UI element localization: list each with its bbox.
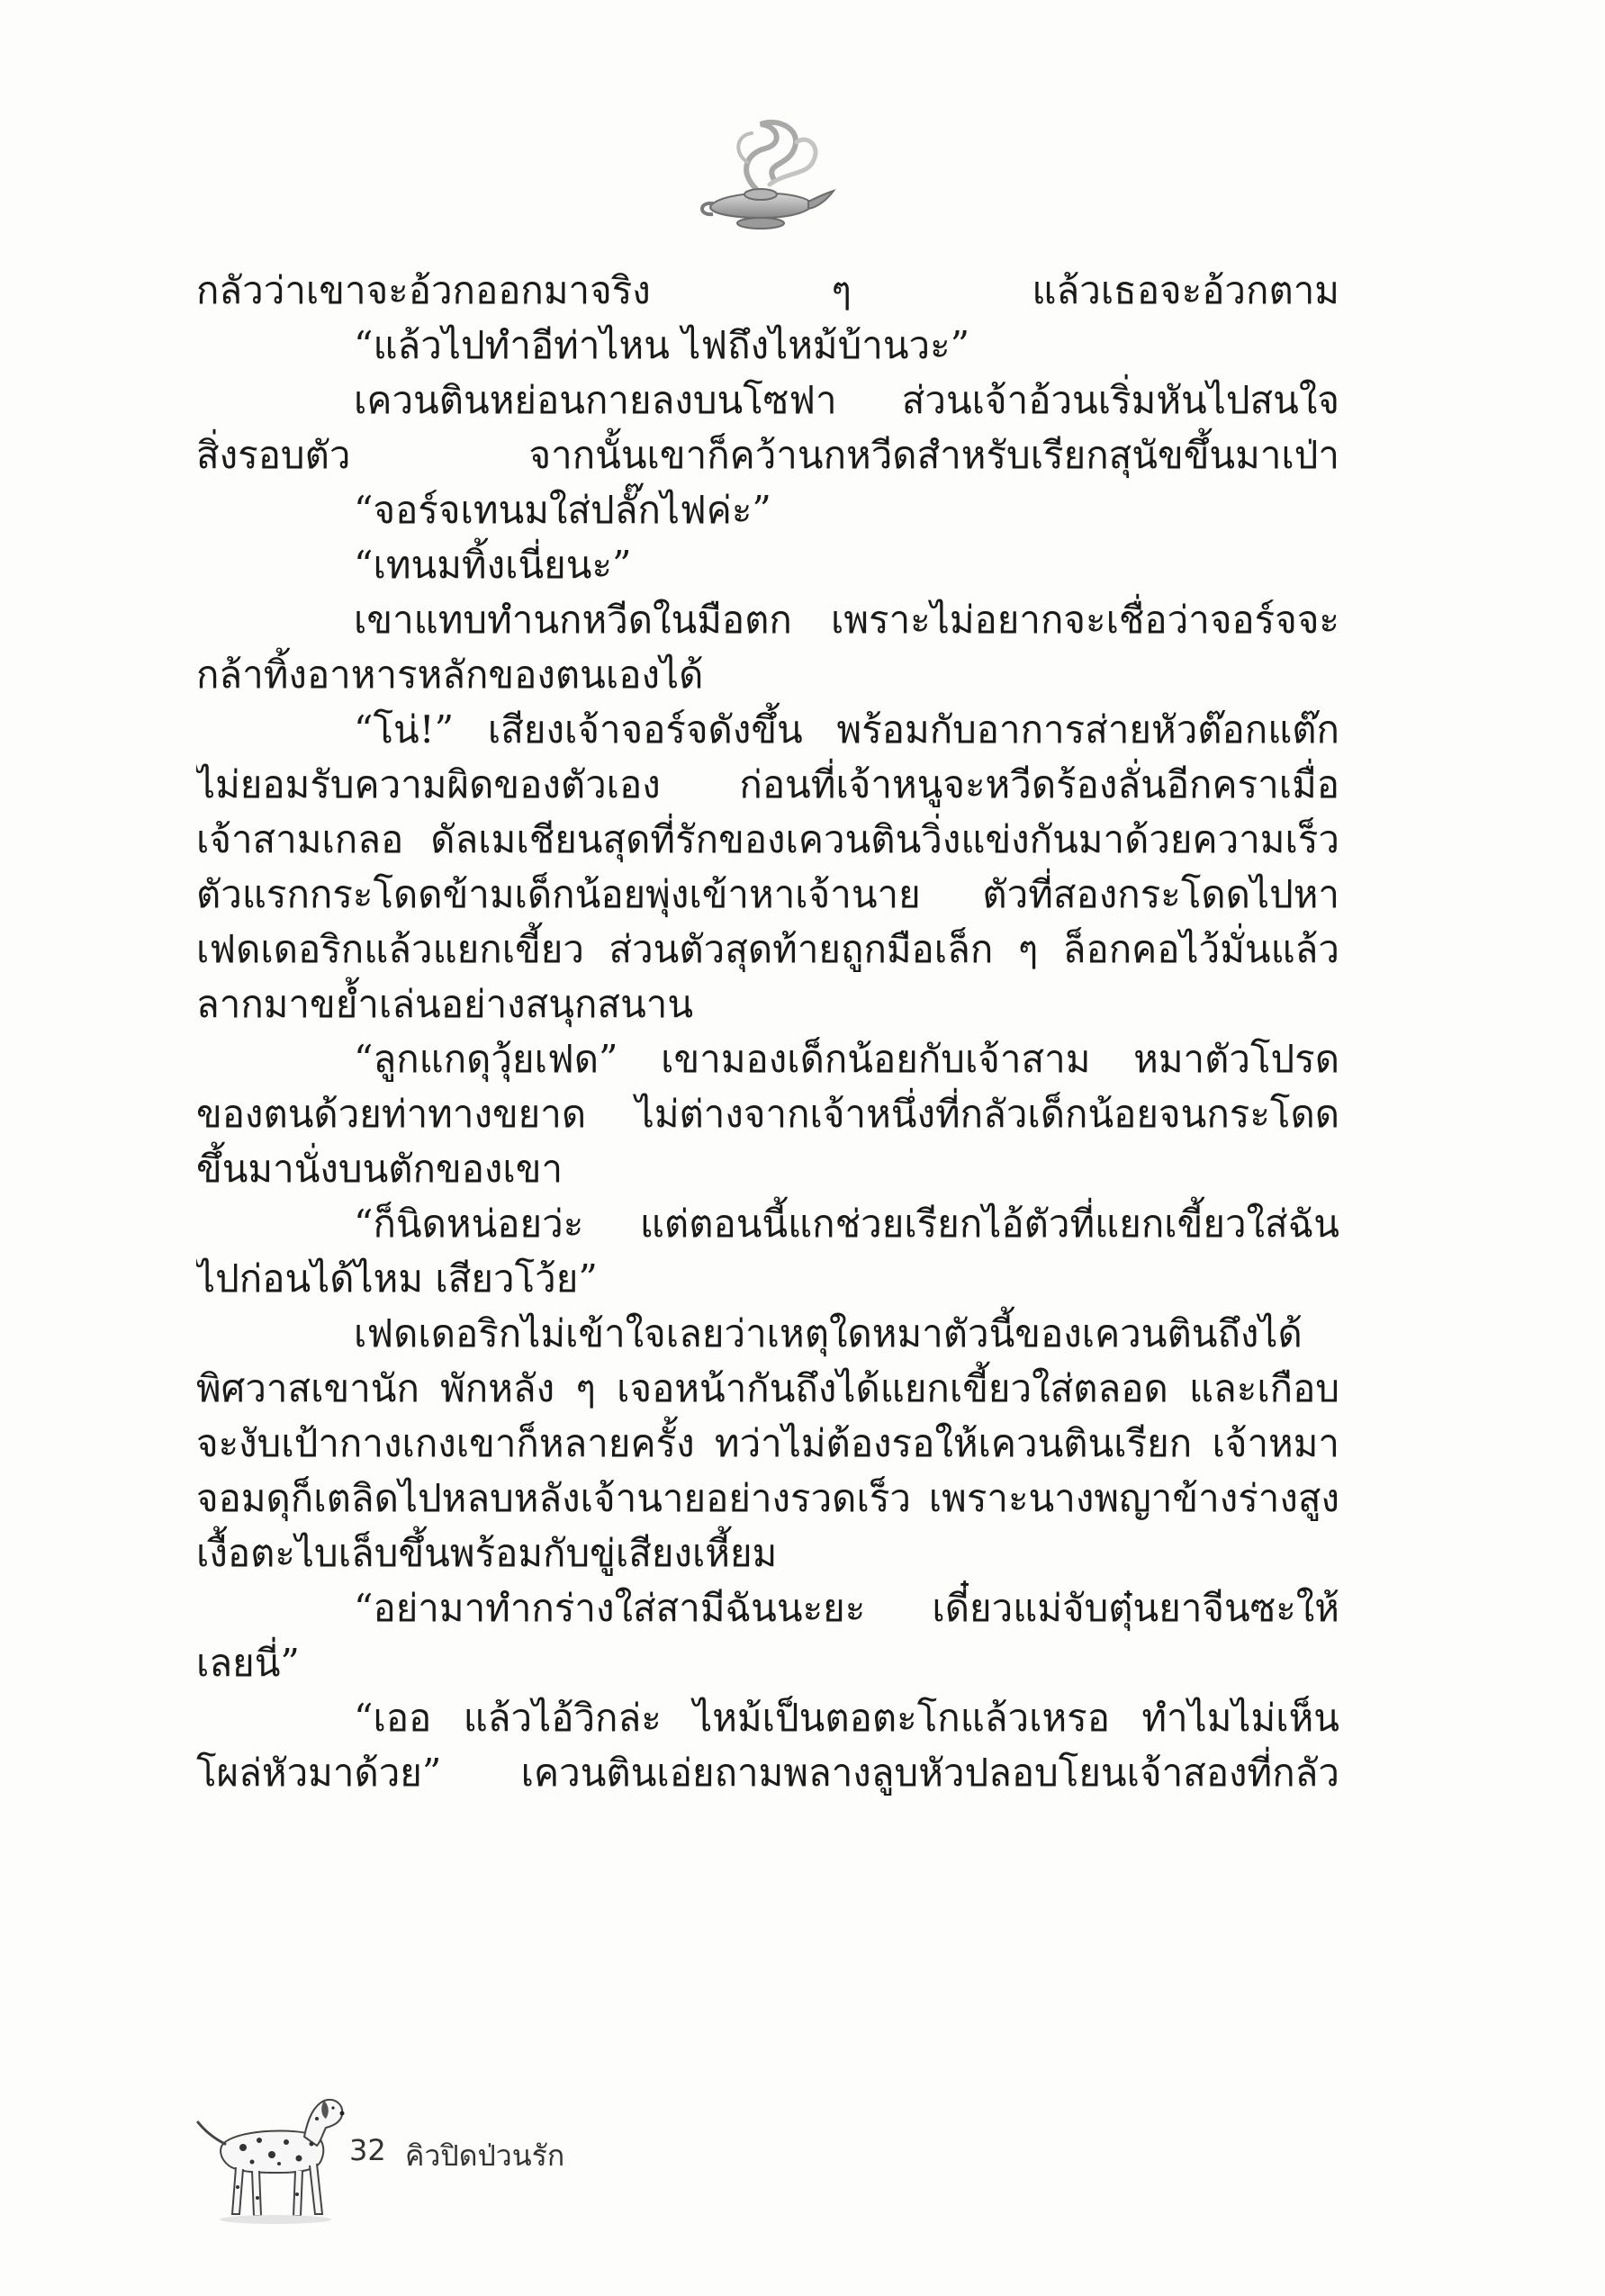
text-line: “จอร์จเทนมใส่ปลั๊กไฟค่ะ” [354, 488, 771, 532]
text-line: ไปก่อนได้ไหม เสียวโว้ย” [196, 1256, 598, 1301]
text-line: “อย่ามาทำกร่างใส่สามีฉันนะยะ เดี๋ยวแม่จับตุ๋นยาจีนซะให้ [354, 1586, 1339, 1630]
text-line: เงื้อตะไบเล็บขึ้นพร้อมกับขู่เสียงเหี้ยม [196, 1531, 778, 1575]
text-line: เจ้าสามเกลอ ดัลเมเชียนสุดที่รักของเควนตินวิ่งแข่งกันมาด้วยความเร็ว [196, 817, 1339, 861]
text-line: เขาแทบทำนกหวีดในมือตก เพราะไม่อยากจะเชื่อว่าจอร์จจะ [354, 598, 1339, 642]
text-line: ของตนด้วยท่าทางขยาด ไม่ต่างจากเจ้าหนึ่งที่กลัวเด็กน้อยจนกระโดด [196, 1092, 1339, 1136]
text-line: เฟดเดอริกแล้วแยกเขี้ยว ส่วนตัวสุดท้ายถูกมือเล็ก ๆ ล็อกคอไว้มั่นแล้ว [196, 927, 1339, 971]
dalmatian-dog-icon [189, 2079, 351, 2232]
text-line: กลัวว่าเขาจะอ้วกออกมาจริง ๆ แล้วเธอจะอ้วกตาม [196, 268, 1339, 312]
text-line: จะงับเป้ากางเกงเขาก็หลายครั้ง ทว่าไม่ต้องรอให้เควนตินเรียก เจ้าหมา [196, 1421, 1339, 1465]
text-line: กล้าทิ้งอาหารหลักของตนเองได้ [196, 653, 704, 697]
text-line: สิ่งรอบตัว จากนั้นเขาก็คว้านกหวีดสำหรับเรียกสุนัขขึ้นมาเป่า [196, 433, 1339, 477]
text-line: เฟดเดอริกไม่เข้าใจเลยว่าเหตุใดหมาตัวนี้ของเควนตินถึงได้ [354, 1311, 1303, 1355]
text-line: “โน่!” เสียงเจ้าจอร์จดังขึ้น พร้อมกับอาการส่ายหัวต๊อกแต๊ก [354, 707, 1339, 752]
text-line: “ก็นิดหน่อยว่ะ แต่ตอนนี้แกช่วยเรียกไอ้ตัวที่แยกเขี้ยวใส่ฉัน [354, 1202, 1339, 1246]
text-line: พิศวาสเขานัก พักหลัง ๆ เจอหน้ากันถึงได้แยกเขี้ยวใส่ตลอด และเกือบ [196, 1366, 1339, 1410]
book-title: คิวปิดป่วนรัก [405, 2138, 565, 2173]
text-line: “เออ แล้วไอ้วิกล่ะ ไหม้เป็นตอตะโกแล้วเหรอ ทำไมไม่เห็น [354, 1696, 1339, 1740]
text-line: จอมดุก็เตลิดไปหลบหลังเจ้านายอย่างรวดเร็ว เพราะนางพญาข้างร่างสูง [196, 1476, 1339, 1520]
text-line: ขึ้นมานั่งบนตักของเขา [196, 1147, 564, 1191]
page-footer [189, 2079, 729, 2232]
text-line: เลยนี่” [196, 1641, 300, 1685]
text-line: เควนตินหย่อนกายลงบนโซฟา ส่วนเจ้าอ้วนเริ่มหันไปสนใจ [354, 378, 1339, 422]
text-line: ลากมาขย้ำเล่นอย่างสนุกสนาน [196, 982, 694, 1026]
body-text [196, 263, 1339, 1800]
text-line: ไม่ยอมรับความผิดของตัวเอง ก่อนที่เจ้าหนูจะหวีดร้องลั่นอีกคราเมื่อ [196, 762, 1339, 806]
text-line: “เทนมทิ้งเนี่ยนะ” [354, 543, 632, 587]
text-line: “ลูกแกดุวุ้ยเฟด” เขามองเด็กน้อยกับเจ้าสาม หมาตัวโปรด [354, 1037, 1339, 1081]
text-line: โผล่หัวมาด้วย” เควนตินเอ่ยถามพลางลูบหัวปลอบโยนเจ้าสองที่กลัว [196, 1751, 1339, 1795]
text-line: “แล้วไปทำอีท่าไหน ไฟถึงไหม้บ้านวะ” [354, 323, 970, 367]
page-number: 32 [349, 2133, 386, 2167]
text-line: ตัวแรกกระโดดข้ามเด็กน้อยพุ่งเข้าหาเจ้านาย ตัวที่สองกระโดดไปหา [196, 872, 1339, 916]
genie-lamp-icon [693, 108, 837, 234]
